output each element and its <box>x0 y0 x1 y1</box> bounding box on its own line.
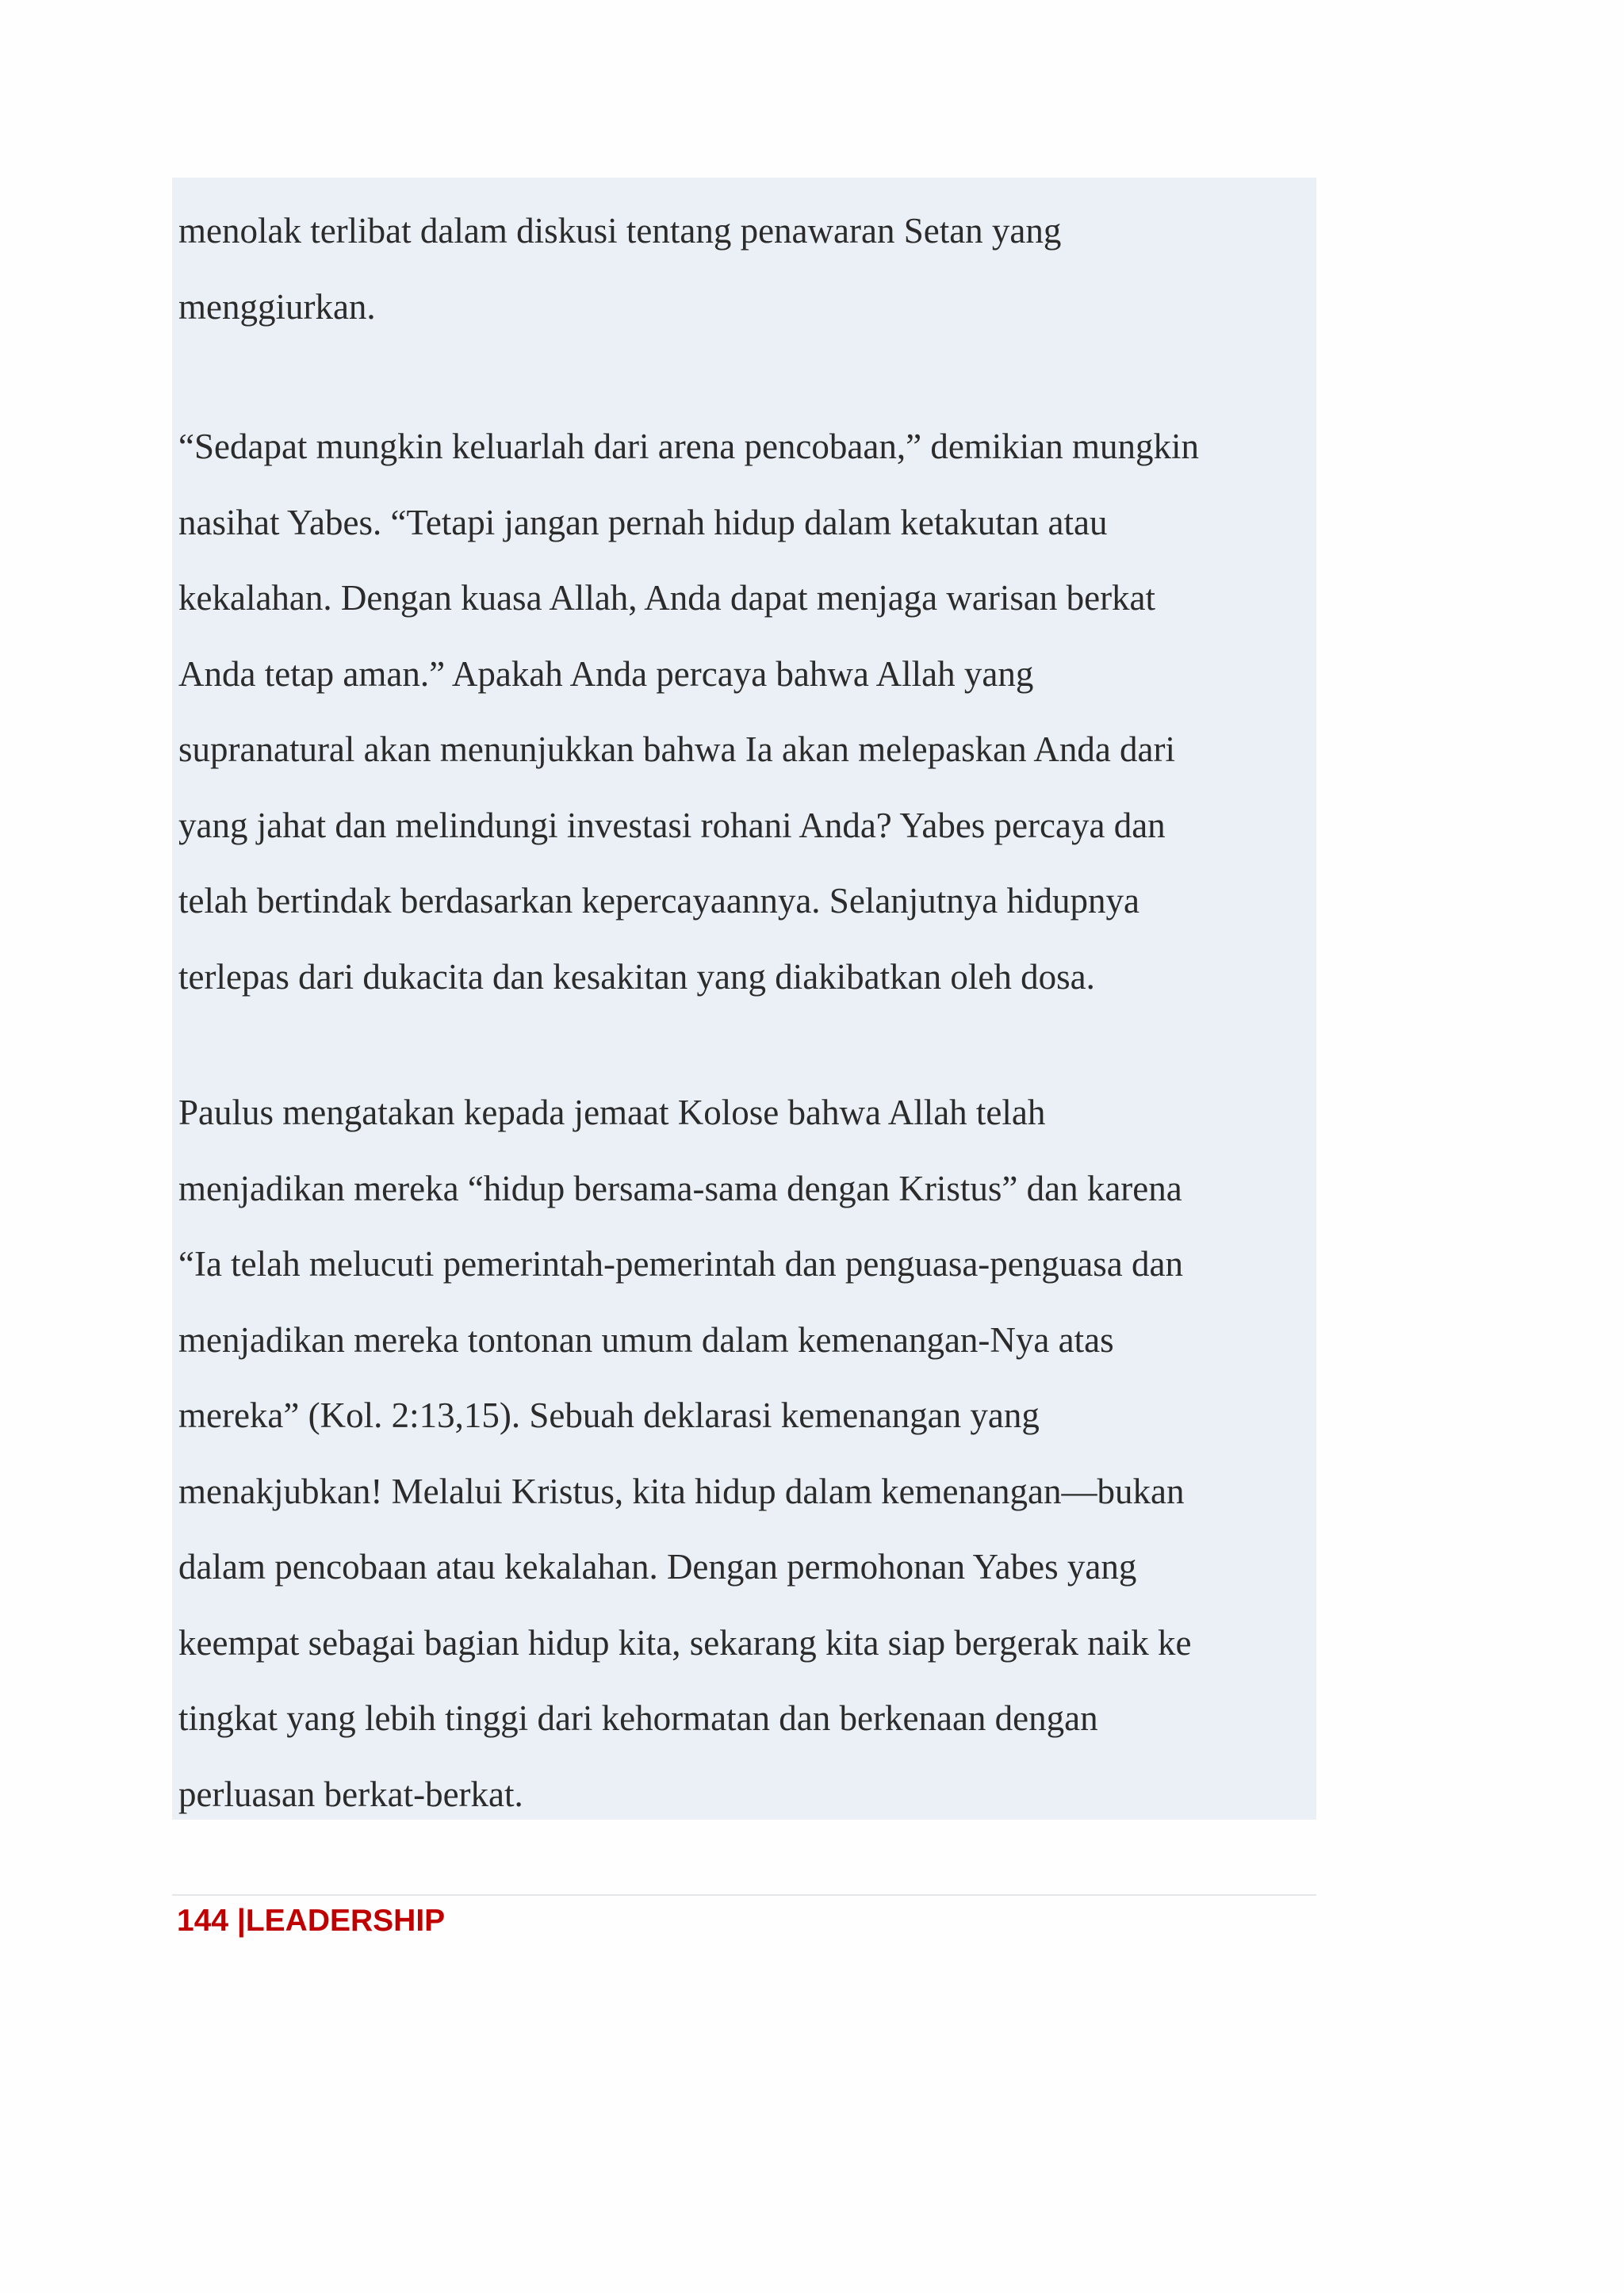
footer-divider <box>172 1894 1316 1896</box>
paragraph-continuation: menolak terlibat dalam diskusi tentang penawaran Setan yang menggiurkan. <box>178 211 1062 327</box>
paragraph-paulus-kolose: Paulus mengatakan kepada jemaat Kolose bahwa Allah telah menjadikan mereka “hidup bersama-sama dengan Kristus” dan karena “Ia telah melucuti pemerintah-pemerintah dan penguasa-penguasa dan menjadikan mereka tontonan umum dalam kemenangan-Nya atas mereka” (Kol. 2:13,15). Sebuah deklarasi kemenangan yang menakjubkan! Melalui Kristus, kita hidup dalam kemenangan—bukan dalam pencobaan atau kekalahan. Dengan permohonan Yabes yang keempat sebagai bagian hidup kita, sekarang kita siap bergerak naik ke tingkat yang lebih tinggi dari kehormatan dan berkenaan dengan perluasan berkat-berkat. <box>178 1093 1192 1814</box>
page-footer: 144 |LEADERSHIP <box>177 1904 446 1938</box>
highlighted-text-block <box>172 178 1316 1820</box>
paragraph-yabes-advice: “Sedapat mungkin keluarlah dari arena pencobaan,” demikian mungkin nasihat Yabes. “Tetapi jangan pernah hidup dalam ketakutan atau kekalahan. Dengan kuasa Allah, Anda dapat menjaga warisan berkat Anda tetap aman.” Apakah Anda percaya bahwa Allah yang supranatural akan menunjukkan bahwa Ia akan melepaskan Anda dari yang jahat dan melindungi investasi rohani Anda? Yabes percaya dan telah bertindak berdasarkan kepercayaannya. Selanjutnya hidupnya terlepas dari dukacita dan kesakitan yang diakibatkan oleh dosa. <box>178 427 1200 997</box>
